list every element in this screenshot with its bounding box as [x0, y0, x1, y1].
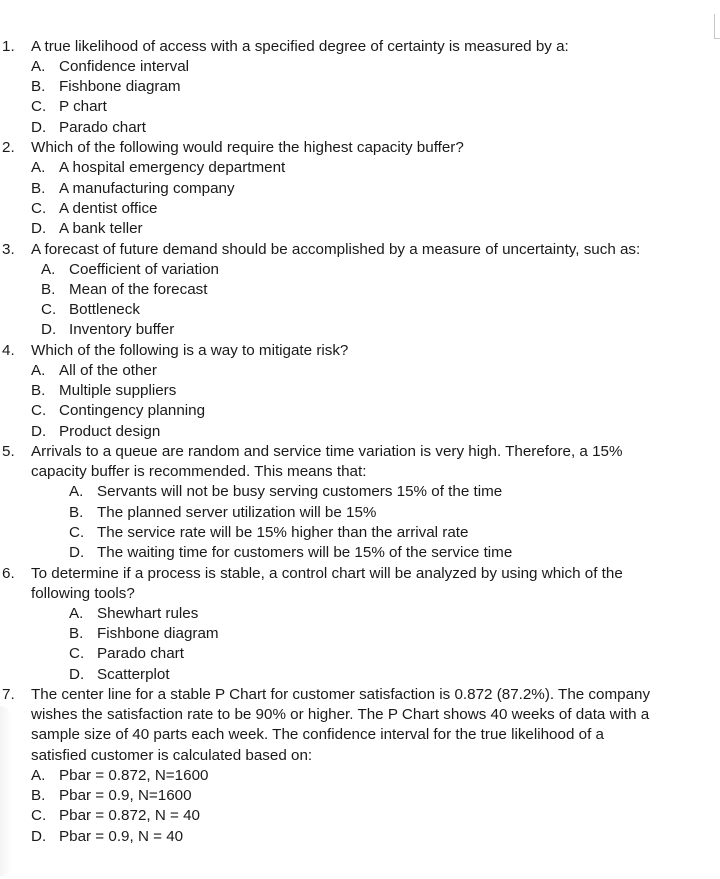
option-text: Fishbone diagram	[97, 625, 219, 642]
option-label: A.	[41, 261, 56, 278]
page-edge-shadow	[0, 706, 12, 876]
question-text-continued: wishes the satisfaction rate to be 90% or higher. The P Chart shows 40 weeks of data with a	[31, 706, 650, 723]
option-text: Product design	[59, 423, 161, 440]
question-6	[0, 564, 720, 584]
question-number: 3.	[2, 241, 15, 258]
option-text: Servants will not be busy serving customers 15% of the time	[97, 483, 503, 500]
question-text-continued: capacity buffer is recommended. This means that:	[31, 463, 367, 480]
option-label: C.	[31, 98, 47, 115]
question-text: To determine if a process is stable, a control chart will be analyzed by using which of the	[31, 565, 623, 582]
question-text-continued: following tools?	[31, 585, 135, 602]
question-5	[0, 442, 720, 462]
option-label: B.	[31, 787, 46, 804]
option-text: Pbar = 0.9, N = 40	[59, 828, 184, 845]
option-label: D.	[31, 828, 47, 845]
option-label: D.	[41, 321, 57, 338]
question-2	[0, 138, 720, 158]
question-text: A forecast of future demand should be accomplished by a measure of uncertainty, such as:	[31, 241, 641, 258]
option-text: The planned server utilization will be 15%	[97, 504, 377, 521]
option-label: C.	[69, 524, 85, 541]
question-text: A true likelihood of access with a specified degree of certainty is measured by a:	[31, 38, 569, 55]
question-3	[0, 240, 720, 260]
question-number: 6.	[2, 565, 15, 582]
option-text: A dentist office	[59, 200, 158, 217]
option-text: Bottleneck	[69, 301, 140, 318]
option-text: The waiting time for customers will be 15% of the service time	[97, 544, 513, 561]
question-text-continued: sample size of 40 parts each week. The confidence interval for the true likelihood of a	[31, 726, 604, 743]
option-label: C.	[31, 807, 47, 824]
question-text: Which of the following is a way to mitigate risk?	[31, 342, 349, 359]
option-text: A hospital emergency department	[59, 159, 286, 176]
option-text: Pbar = 0.9, N=1600	[59, 787, 192, 804]
option-label: B.	[31, 382, 46, 399]
page-corner-fold	[714, 14, 720, 39]
option-label: B.	[31, 180, 46, 197]
option-label: A.	[31, 362, 46, 379]
option-text: Pbar = 0.872, N = 40	[59, 807, 201, 824]
option-label: A.	[31, 767, 46, 784]
option-label: B.	[31, 78, 46, 95]
option-label: D.	[31, 119, 47, 136]
question-text: The center line for a stable P Chart for customer satisfaction is 0.872 (87.2%). The company	[31, 686, 651, 703]
question-number: 4.	[2, 342, 15, 359]
option-text: Parado chart	[97, 645, 184, 662]
option-text: Coefficient of variation	[69, 261, 219, 278]
option-label: D.	[69, 544, 85, 561]
question-text: Arrivals to a queue are random and service time variation is very high. Therefore, a 15%	[31, 443, 623, 460]
question-number: 5.	[2, 443, 15, 460]
option-label: C.	[31, 200, 47, 217]
option-text: Parado chart	[59, 119, 146, 136]
option-label: A.	[69, 605, 84, 622]
question-text-continued: satisfied customer is calculated based on:	[31, 747, 313, 764]
option-label: D.	[31, 423, 47, 440]
option-text: Shewhart rules	[97, 605, 199, 622]
option-text: Fishbone diagram	[59, 78, 181, 95]
option-text: Confidence interval	[59, 58, 190, 75]
question-number: 7.	[2, 686, 15, 703]
option-text: Mean of the forecast	[69, 281, 208, 298]
option-text: Scatterplot	[97, 666, 170, 683]
option-text: All of the other	[59, 362, 157, 379]
option-text: A manufacturing company	[59, 180, 235, 197]
question-4	[0, 341, 720, 361]
option-text: A bank teller	[59, 220, 143, 237]
option-text: P chart	[59, 98, 107, 115]
option-text: The service rate will be 15% higher than the arrival rate	[97, 524, 469, 541]
question-1	[0, 37, 720, 57]
option-text: Pbar = 0.872, N=1600	[59, 767, 209, 784]
option-label: C.	[41, 301, 57, 318]
option-text: Multiple suppliers	[59, 382, 177, 399]
option-label: D.	[69, 666, 85, 683]
option-label: B.	[69, 625, 84, 642]
option-label: A.	[31, 58, 46, 75]
option-label: B.	[41, 281, 56, 298]
option-text: Contingency planning	[59, 402, 206, 419]
option-label: D.	[31, 220, 47, 237]
option-label: B.	[69, 504, 84, 521]
question-text: Which of the following would require the highest capacity buffer?	[31, 139, 464, 156]
option-text: Inventory buffer	[69, 321, 175, 338]
option-label: C.	[31, 402, 47, 419]
option-label: A.	[31, 159, 46, 176]
question-7	[0, 685, 720, 705]
option-label: C.	[69, 645, 85, 662]
option-label: A.	[69, 483, 84, 500]
question-number: 2.	[2, 139, 15, 156]
question-number: 1.	[2, 38, 15, 55]
